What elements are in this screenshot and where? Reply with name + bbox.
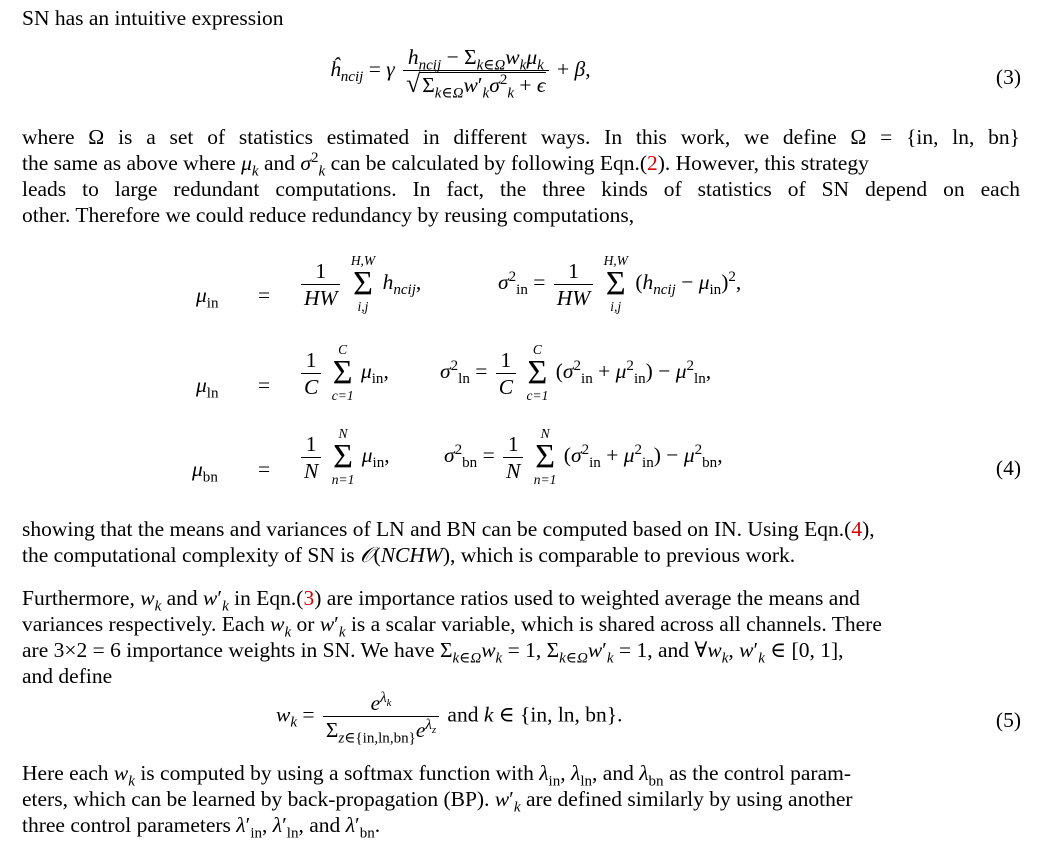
paper-page: SN has an intuitive expression $ĥ_{ncij} = \gamma$ $\frac{h_{ncij} - \Sigma_{k\in\Omega}w_k\mu_k}{√\Sigma_{k\in\Omega}w'_k\sigma^2_k + \epsilon}$ + β, (3) where Ω is a set of statistics estimated in different ways. In this work, we define Ω = {in, ln, bn} the same as above where $\mu_k$ and $\sigma^2_k$ can be calculated by following Eqn.(2). However, this strategy leads to large redundant computations. In fact, the three kinds of statistics of SN depend on each other. Therefore we could reduce redundancy by reusing computations, $\mu_{in}$ = $\frac{1}{HW}$ H,W Σ i,j $h_{ncij}$, $\sigma^2_{in}$ = $\frac{1}{HW}$ H,W Σ i,j $(h_{ncij} - \mu_{in})^2$, $\mu_{ln}$ = $\frac{1}{C}$ C Σ c=1 $\mu_{in}$, $\sigma^2_{ln}$ = $\frac{1}{C}$ C Σ c=1 $(\sigma^2_{in} + \mu^2_{in}) - \mu^2_{ln}$, $\mu_{bn}$ = $\frac{1}{N}$ N Σ n=1 $\mu_{in}$, $\sigma^2_{bn}$ = $\frac{1}{N}$ N Σ n=1 $(\sigma^2_{in} + \mu^2_{in}) - \mu^2_{bn}$, (4) showing that the means and variances of LN and BN can be computed based on IN. Using Eqn.(4), the computational complexity of SN is 𝒪(NCHW), which is comparable to previous work. Furthermore, $w_k$ and $w'_k$ in Eqn.(3) are importance ratios used to weighted average the means and variances respectively. Each $w_k$ or $w'_k$ is a scalar variable, which is shared across all channels. There are 3×2 = 6 importance weights in SN. We have $\Sigma_{k\in\Omega}w_k = 1$, $\Sigma_{k\in\Omega}w'_k = 1$, and $\forall w_k$, $w'_k$ ∈ [0, 1], and define $w_k$ = $\frac{e^{\lambda_k}}{\Sigma_{z\in\{in,ln,bn\}}e^{\lambda_z}}$ and k ∈ {in, ln, bn}. (5) Here each $w_k$ is computed by using a softmax function with $\lambda_{in}$, $\lambda_{ln}$, and $\lambda_{bn}$ as the control param- eters, which can be learned by back-propagation (BP). $w'_k$ are defined similarly by using another three control parameters $\lambda'_{in}$, $\lambda'_{ln}$, and $\lambda'_{bn}$. — [22, 6, 1021, 842]
equation-5-number: (5) — [995, 708, 1021, 732]
eqn-ref-2[interactable]: 2 — [647, 151, 658, 175]
eqn-ref-3[interactable]: 3 — [303, 586, 315, 610]
equation-5: $w_k$ = $\frac{e^{\lambda_k}}{\Sigma_{z\in\{in,ln,bn\}}e^{\lambda_z}}$ and k ∈ {in, ln, bn}. — [276, 689, 623, 747]
eqn-ref-4[interactable]: 4 — [851, 517, 863, 541]
para2-line2: the computational complexity of SN is 𝒪(NCHW), which is comparable to previous work. — [22, 543, 796, 567]
para4-line2: eters, which can be learned by back-propagation (BP). $w'_k$ are defined similarly by using another — [22, 787, 853, 816]
intro-line: SN has an intuitive expression — [22, 6, 284, 30]
para3-line3: are 3×2 = 6 importance weights in SN. We have $\Sigma_{k\in\Omega}w_k = 1$, $\Sigma_{k\in\Omega}w'_k = 1$, and $\forall w_k$, $w'_k$ ∈ [0, 1], — [22, 638, 844, 667]
para1-line2: the same as above where $\mu_k$ and $\sigma^2_k$ can be calculated by following Eqn.(2). However, this strategy — [22, 149, 869, 180]
para1-line4: other. Therefore we could reduce redundancy by reusing computations, — [22, 203, 635, 227]
para3-line1: Furthermore, $w_k$ and $w'_k$ in Eqn.(3) are importance ratios used to weighted average the means and — [22, 586, 860, 615]
equation-4-number: (4) — [995, 456, 1021, 480]
para4-line1: Here each $w_k$ is computed by using a softmax function with $\lambda_{in}$, $\lambda_{ln}$, and $\lambda_{bn}$ as the control param- — [22, 761, 852, 790]
para3-line4: and define — [22, 664, 113, 688]
para4-line3: three control parameters $\lambda'_{in}$, $\lambda'_{ln}$, and $\lambda'_{bn}$. — [22, 813, 381, 842]
para1-line1: where Ω is a set of statistics estimated in different ways. In this work, we define Ω = {in, ln, bn} — [22, 125, 1020, 149]
para2-line1: showing that the means and variances of LN and BN can be computed based on IN. Using Eqn.(4), — [22, 517, 875, 541]
equation-3: $ĥ_{ncij} = \gamma$ $\frac{h_{ncij} - \Sigma_{k\in\Omega}w_k\mu_k}{√\Sigma_{k\in\Omega}w'_k\sigma^2_k + \epsilon}$ + β, — [330, 45, 591, 102]
equation-3-number: (3) — [995, 65, 1021, 89]
para1-line3: leads to large redundant computations. In fact, the three kinds of statistics of SN depend on each — [22, 177, 1020, 201]
para3-line2: variances respectively. Each $w_k$ or $w'_k$ is a scalar variable, which is shared across all channels. There — [22, 612, 882, 641]
